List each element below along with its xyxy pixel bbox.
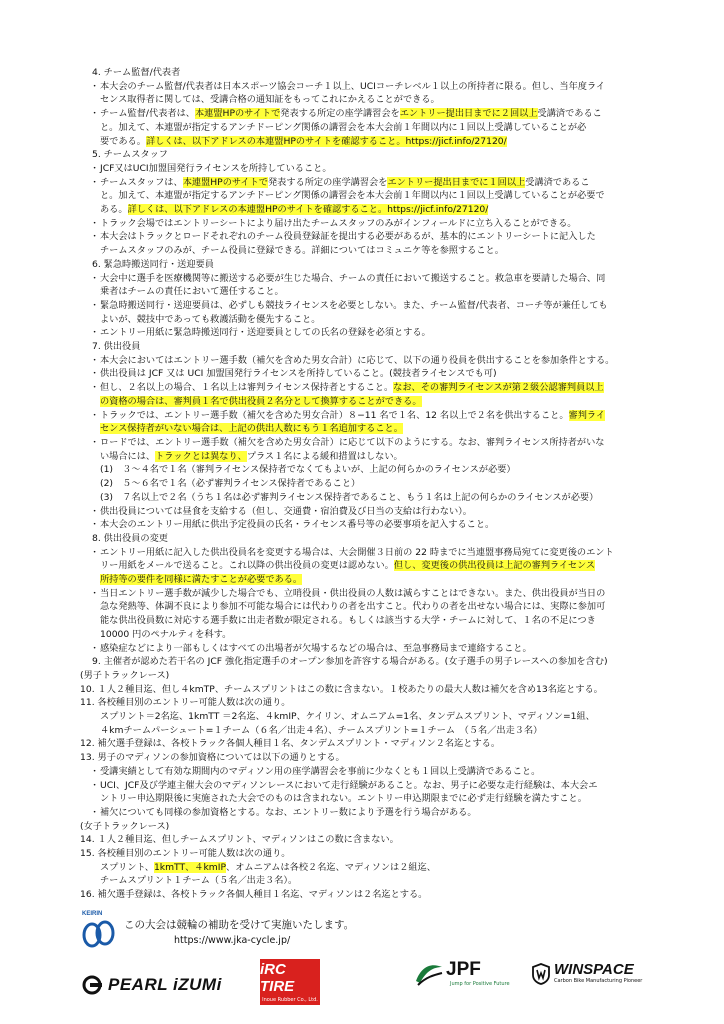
- text-segment: 11. 各校種目別のエントリー可能人数は次の通り。: [80, 697, 291, 709]
- winspace-tagline: Carbon Bike Manufacturing Pioneer: [554, 978, 643, 984]
- doc-line: [80, 66, 680, 80]
- text-segment: エントリー用紙に緊急時搬送同行・送迎要員としての氏名の登録を必須とする。: [100, 327, 431, 339]
- text-segment: 感染症などにより一部もしくはすべての出場者が欠場するなどの場合は、至急事務局まで連絡すること。: [100, 642, 532, 654]
- text-segment: (2) ５〜６名で１名（必ず審判ライセンス保持者であること）: [100, 478, 361, 490]
- line-text: [100, 518, 494, 532]
- highlighted-text: 本連盟HPのサイトで: [194, 108, 281, 120]
- jpf-wordmark: JPF: [446, 959, 481, 980]
- doc-line: [80, 518, 680, 532]
- bullet-marker: ・: [90, 176, 100, 188]
- jpf-tagline: Jump for Positive Future: [450, 981, 510, 987]
- doc-line: [80, 299, 680, 313]
- bullet-marker: ・: [90, 327, 100, 339]
- text-segment: 大会中に選手を医療機関等に搬送する必要が生じた場合、チームの責任において搬送すること。救急車を要請した場合、同: [100, 272, 606, 284]
- line-text: [92, 66, 180, 80]
- text-segment: チームスタッフは、: [100, 176, 183, 188]
- text-segment: 乗者はチームの責任において選任すること。: [100, 286, 284, 298]
- doc-line: [80, 313, 680, 327]
- line-text: [100, 244, 504, 258]
- line-text: [100, 587, 605, 601]
- bullet-marker: ・: [90, 519, 100, 531]
- doc-line: [80, 217, 680, 231]
- text-segment: 補欠についても同様の参加資格とする。なお、エントリー数により予選を行う場合がある。: [100, 806, 477, 818]
- line-text: [100, 463, 516, 477]
- text-segment: 発表する所定の座学講習会を: [280, 108, 400, 120]
- line-text: [100, 724, 542, 738]
- doc-line: [80, 491, 680, 505]
- doc-line: [80, 450, 680, 464]
- text-segment: 13. 男子のマディソンの参加資格については以下の通りとする。: [80, 752, 345, 764]
- text-segment: チーム監督/代表者は、: [100, 108, 195, 120]
- text-segment: 受講済であるこ: [525, 176, 590, 188]
- line-text: [100, 217, 576, 231]
- line-text: [100, 107, 602, 121]
- doc-line: [80, 779, 680, 793]
- bullet-marker: ・: [90, 299, 100, 311]
- text-segment: 本大会のチーム監督/代表者は日本スポーツ協会コーチ１以上、UCIコーチレベル１以上の所持者に限る。但し、当年度ライ: [100, 80, 606, 92]
- bullet-marker: ・: [90, 779, 100, 791]
- text-segment: スプリント＝2名迄、1kmTT ＝2名迄、４kmIP、ケイリン、オムニアム=1名、タンデムスプリント、マディソン=1組、: [100, 711, 595, 723]
- text-segment: 12. 補欠選手登録は、各校トラック各個人種目１名、タンデムスプリント・マディソン２名迄とする。: [80, 738, 501, 750]
- jka-link[interactable]: https://www.jka-cycle.jp/: [174, 935, 291, 946]
- line-text: [80, 847, 290, 861]
- doc-line: [80, 751, 680, 765]
- footer: [78, 907, 678, 1017]
- text-segment: スプリント、: [100, 861, 154, 873]
- doc-line: [80, 559, 680, 573]
- text-segment: チームスタッフのみが、チーム役員に登録できる。詳細についてはコミュニケ等を参照すること。: [100, 245, 504, 257]
- keirin-wordmark: KEIRIN: [82, 911, 103, 917]
- text-segment: 但し、２名以上の場合、１名以上は審判ライセンス保持者とすること。: [100, 382, 394, 394]
- line-text: [100, 505, 472, 519]
- doc-line: [80, 642, 680, 656]
- doc-line: [80, 710, 680, 724]
- line-text: [80, 669, 169, 683]
- highlighted-text: 本連盟HPのサイトで: [182, 176, 268, 188]
- line-text: [100, 600, 605, 614]
- line-text: [100, 614, 596, 628]
- highlighted-text: 審判ライ: [568, 409, 606, 421]
- bullet-marker: ・: [90, 642, 100, 654]
- line-text: [100, 450, 403, 464]
- text-segment: 6. 緊急時搬送同行・送迎要員: [92, 258, 214, 270]
- text-segment: と。加えて、本連盟が指定するアンチドーピング関係の講習会を本大会前１年間以内に１回以上受講していることが必要で: [100, 190, 605, 202]
- line-text: [92, 148, 168, 162]
- text-segment: ４kmチームパーシュート=１チーム（６名／出走４名）、チームスプリント=１チーム （５名／出走３名）: [100, 724, 543, 736]
- highlighted-text: エントリー提出日までに２回以上: [399, 108, 538, 120]
- text-segment: ある。: [100, 204, 128, 216]
- doc-line: [80, 820, 680, 834]
- line-text: [100, 381, 604, 395]
- doc-line: [80, 765, 680, 779]
- doc-line: [80, 162, 680, 176]
- text-segment: 10000 円のペナルティを科す。: [100, 628, 232, 640]
- line-text: [100, 367, 497, 381]
- text-segment: 当日エントリー選手数が減少した場合でも、立哨役員・供出役員の人数は減らすことはできない。また、供出役員が当日の: [100, 587, 606, 599]
- text-segment: センス取得者に関しては、受講合格の通知証をもってこれにかえることができる。: [100, 94, 440, 106]
- irc-wordmark: iRC TIRE: [260, 961, 295, 995]
- bullet-marker: ・: [90, 505, 100, 517]
- doc-line: [80, 792, 680, 806]
- line-text: [100, 765, 540, 779]
- doc-line: [80, 340, 680, 354]
- doc-line: [80, 148, 680, 162]
- text-segment: 4. チーム監督/代表者: [92, 67, 181, 78]
- text-segment: (女子トラックレース): [80, 820, 170, 832]
- text-segment: (男子トラックレース): [80, 669, 170, 681]
- text-segment: 本大会においてはエントリー選手数（補欠を含めた男女合計）に応じて、以下の通り役員を供出することを参加条件とする。: [100, 354, 615, 366]
- doc-line: [80, 436, 680, 450]
- jpf-logo: [414, 959, 510, 999]
- line-text: [80, 888, 427, 902]
- line-text: [80, 696, 290, 710]
- text-segment: 要である。: [100, 135, 146, 147]
- text-segment: 急な発熱等、体調不良により参加不可能な場合には代わりの者を出すこと。代わりの者を出せない場合には、実際に参加可: [100, 601, 606, 613]
- doc-line: [80, 669, 680, 683]
- highlighted-text: 詳しくは、以下アドレスの本連盟HPのサイトを確認すること。https://jicf.info/27120/: [145, 135, 507, 147]
- irc-subtext: Inoue Rubber Co., Ltd.: [262, 997, 318, 1003]
- line-text: [80, 833, 399, 847]
- doc-line: [80, 737, 680, 751]
- line-text: [100, 80, 605, 94]
- line-text: [100, 546, 614, 560]
- doc-line: [80, 395, 680, 409]
- doc-line: [80, 258, 680, 272]
- keirin-rings-icon: [78, 907, 122, 951]
- highlighted-text: の資格の場合は、審判員１名で供出役員２名分として換算することができる。: [100, 395, 422, 407]
- line-text: [100, 861, 436, 875]
- line-text: [100, 559, 595, 573]
- line-text: [100, 354, 614, 368]
- doc-line: [80, 272, 680, 286]
- line-text: [100, 203, 488, 217]
- text-segment: (3) ７名以上で２名（うち１名は必ず審判ライセンス保持者であること、もう１名は上記の何らかのライセンスが必要）: [100, 491, 599, 503]
- text-segment: 供出役員は JCF 又は UCI 加盟国発行ライセンスを所持していること。(競技者ライセンスでも可): [100, 368, 497, 380]
- doc-line: [80, 696, 680, 710]
- winspace-wordmark: WINSPACE: [554, 961, 634, 978]
- text-segment: 16. 補欠選手登録は、各校トラック各個人種目１名迄、マディソンは２名迄とする。: [80, 889, 428, 901]
- bullet-marker: ・: [90, 217, 100, 229]
- pearl-izumi-wordmark: PEARL iZUMi: [108, 975, 222, 994]
- line-text: [100, 573, 302, 587]
- doc-line: [80, 587, 680, 601]
- doc-line: [80, 847, 680, 861]
- doc-line: [80, 80, 680, 94]
- line-text: [100, 299, 608, 313]
- doc-line: [80, 683, 680, 697]
- line-text: [80, 737, 500, 751]
- text-segment: トラック会場ではエントリーシートにより届け出たチームスタッフのみがインフィールドに立ち入ることができる。: [100, 217, 577, 229]
- line-text: [80, 820, 169, 834]
- line-text: [100, 422, 403, 436]
- doc-line: [80, 573, 680, 587]
- line-text: [80, 683, 603, 697]
- line-text: [100, 710, 595, 724]
- support-text: この大会は競輪の補助を受けて実施いたします。: [124, 919, 355, 931]
- bullet-marker: ・: [90, 162, 100, 174]
- bullet-marker: ・: [90, 436, 100, 448]
- line-text: [100, 313, 320, 327]
- keirin-logo: [78, 907, 122, 951]
- line-text: [100, 272, 605, 286]
- text-segment: 緊急時搬送同行・送迎要員は、必ずしも競技ライセンスを必要としない。また、チーム監督/代表者、コーチ等が兼任しても: [100, 299, 608, 311]
- doc-line: [80, 532, 680, 546]
- doc-line: [80, 135, 680, 149]
- pearl-izumi-mark-icon: [82, 975, 104, 995]
- highlighted-text: トラックとは異なり、: [155, 450, 247, 462]
- line-text: [100, 230, 596, 244]
- doc-line: [80, 422, 680, 436]
- bullet-marker: ・: [90, 765, 100, 777]
- text-segment: 発表する所定の座学講習会を: [268, 176, 388, 188]
- line-text: [100, 792, 587, 806]
- bullet-marker: ・: [90, 80, 100, 92]
- doc-line: [80, 230, 680, 244]
- line-text: [100, 628, 231, 642]
- doc-line: [80, 614, 680, 628]
- doc-line: [80, 93, 680, 107]
- text-segment: 本大会のエントリー用紙に供出予定役員の氏名・ライセンス番号等の必要事項を記入すること。: [100, 519, 495, 531]
- document-body: [80, 66, 680, 902]
- line-text: [100, 176, 590, 190]
- line-text: [100, 491, 598, 505]
- doc-line: [80, 655, 680, 669]
- doc-line: [80, 505, 680, 519]
- text-segment: UCI、JCF及び学連主催大会のマディソンレースにおいて走行経験があること。なお、男子に必要な走行経験は、本大会エ: [100, 779, 598, 791]
- doc-line: [80, 409, 680, 423]
- line-text: [100, 477, 360, 491]
- line-text: [100, 874, 297, 888]
- doc-line: [80, 285, 680, 299]
- doc-line: [80, 381, 680, 395]
- text-segment: 5. チームスタッフ: [92, 149, 168, 161]
- line-text: [92, 258, 214, 272]
- text-segment: リー用紙をメールで送ること。これ以降の供出役員の変更は認めない。: [100, 560, 394, 572]
- text-segment: 8. 供出役員の変更: [92, 532, 168, 544]
- line-text: [92, 532, 168, 546]
- line-text: [100, 189, 605, 203]
- bullet-marker: ・: [90, 546, 100, 558]
- highlighted-text: 1kmTT、４kmIP: [153, 861, 227, 873]
- text-segment: エントリー用紙に記入した供出役員名を変更する場合は、大会開催３日前の 22 時までに当連盟事務局宛てに変更後のエント: [100, 546, 614, 558]
- bullet-marker: ・: [90, 806, 100, 818]
- irc-tire-logo: [260, 959, 320, 1005]
- text-segment: ントリー申込期限後に実施された大会でのものは含まれない。エントリー申込期限までに必ず走行経験を満たすこと。: [100, 793, 587, 805]
- line-text: [100, 779, 597, 793]
- bullet-marker: ・: [90, 231, 100, 243]
- doc-line: [80, 326, 680, 340]
- bullet-marker: ・: [90, 272, 100, 284]
- winspace-shield-icon: [532, 963, 550, 985]
- bullet-marker: ・: [90, 354, 100, 366]
- text-segment: よいが、競技中であっても救護活動を優先すること。: [100, 313, 321, 325]
- highlighted-text: エントリー提出日までに１回以上: [387, 176, 526, 188]
- text-segment: 10. １人２種目迄、但し４kmTP、チームスプリントはこの数に含まない。１校あたりの最大人数は補欠を含め13名迄とする。: [80, 683, 603, 695]
- line-text: [100, 93, 440, 107]
- line-text: [100, 162, 332, 176]
- doc-line: [80, 806, 680, 820]
- doc-line: [80, 628, 680, 642]
- doc-line: [80, 546, 680, 560]
- line-text: [100, 395, 422, 409]
- text-segment: 受講済であるこ: [537, 108, 602, 120]
- doc-line: [80, 244, 680, 258]
- text-segment: トラックでは、エントリー選手数（補欠を含めた男女合計）８−11 名で１名、12 名以上で２名を供出すること。: [100, 409, 569, 421]
- line-text: [100, 326, 431, 340]
- text-segment: JCF又はUCI加盟国発行ライセンスを所持していること。: [100, 162, 332, 174]
- bullet-marker: ・: [90, 108, 100, 120]
- bullet-marker: ・: [90, 368, 100, 380]
- highlighted-text: 但し、変更後の供出役員は上記の審判ライセンス: [393, 560, 596, 572]
- bullet-marker: ・: [90, 409, 100, 421]
- highlighted-text: 所持等の要件を同様に満たすことが必要である。: [100, 574, 303, 586]
- text-segment: と。加えて、本連盟が指定するアンチドーピング関係の講習会を本大会前１年間以内に１回以上受講していることが必: [100, 121, 587, 133]
- doc-line: [80, 203, 680, 217]
- highlighted-text: センス保持者がいない場合は、上記の供出人数にもう１名追加すること。: [100, 423, 403, 435]
- doc-line: [80, 189, 680, 203]
- doc-line: [80, 600, 680, 614]
- text-segment: 受講実績として有効な期間内のマディソン用の座学講習会を事前に少なくとも１回以上受講済であること。: [100, 765, 541, 777]
- doc-line: [80, 176, 680, 190]
- line-text: [92, 655, 608, 669]
- doc-line: [80, 463, 680, 477]
- line-text: [92, 340, 140, 354]
- bullet-marker: ・: [90, 382, 100, 394]
- doc-line: [80, 477, 680, 491]
- doc-line: [80, 367, 680, 381]
- text-segment: (1) ３〜４名で１名（審判ライセンス保持者でなくてもよいが、上記の何らかのライセンスが必要）: [100, 464, 516, 476]
- text-segment: 15. 各校種目別のエントリー可能人数は次の通り。: [80, 848, 291, 860]
- text-segment: 能な供出役員数に対応する選手数に出走者数が限定される。もしくは該当する大学・チームに対して、１名の不足につき: [100, 615, 596, 627]
- text-segment: 14. １人２種目迄、但しチームスプリント、マディソンはこの数に含まない。: [80, 834, 399, 846]
- doc-line: [80, 724, 680, 738]
- doc-line: [80, 861, 680, 875]
- line-text: [100, 121, 586, 135]
- text-segment: い場合には、: [100, 450, 156, 462]
- winspace-logo: [532, 961, 642, 1001]
- jpf-swoosh-icon: [414, 961, 444, 987]
- line-text: [100, 409, 605, 423]
- text-segment: プラス１名による緩和措置はしない。: [246, 450, 403, 462]
- doc-line: [80, 874, 680, 888]
- line-text: [80, 751, 345, 765]
- bullet-marker: ・: [90, 587, 100, 599]
- line-text: [100, 135, 507, 149]
- doc-line: [80, 888, 680, 902]
- text-segment: 、オムニアムは各校２名迄、マディソンは２組迄、: [226, 861, 436, 873]
- highlighted-text: なお、その審判ライセンスが第２級公認審判員以上: [393, 382, 604, 394]
- line-text: [100, 806, 477, 820]
- text-segment: 本大会はトラックとロードそれぞれのチーム役員登録証を提出する必要があるが、基本的にエントリーシートに記入した: [100, 231, 596, 243]
- text-segment: 供出役員については昼食を支給する（但し、交通費・宿泊費及び日当の支給は行わない）。: [100, 505, 472, 517]
- text-segment: 9. 主催者が認めた若干名の JCF 強化指定選手のオープン参加を許容する場合がある。(女子選手の男子レースへの参加を含む): [92, 656, 608, 668]
- doc-line: [80, 121, 680, 135]
- doc-line: [80, 833, 680, 847]
- pearl-izumi-logo: [82, 965, 222, 1005]
- line-text: [100, 642, 532, 656]
- text-segment: 7. 供出役員: [92, 341, 141, 353]
- highlighted-text: 詳しくは、以下アドレスの本連盟HPのサイトを確認すること。https://jicf.info/27120/: [127, 204, 489, 216]
- doc-line: [80, 107, 680, 121]
- line-text: [100, 285, 284, 299]
- doc-line: [80, 354, 680, 368]
- text-segment: チームスプリント１チーム（５名／出走３名）。: [100, 875, 298, 887]
- text-segment: ロードでは、エントリー選手数（補欠を含めた男女合計）に応じて以下のようにする。なお、審判ライセンス所持者がいな: [100, 436, 605, 448]
- line-text: [100, 436, 604, 450]
